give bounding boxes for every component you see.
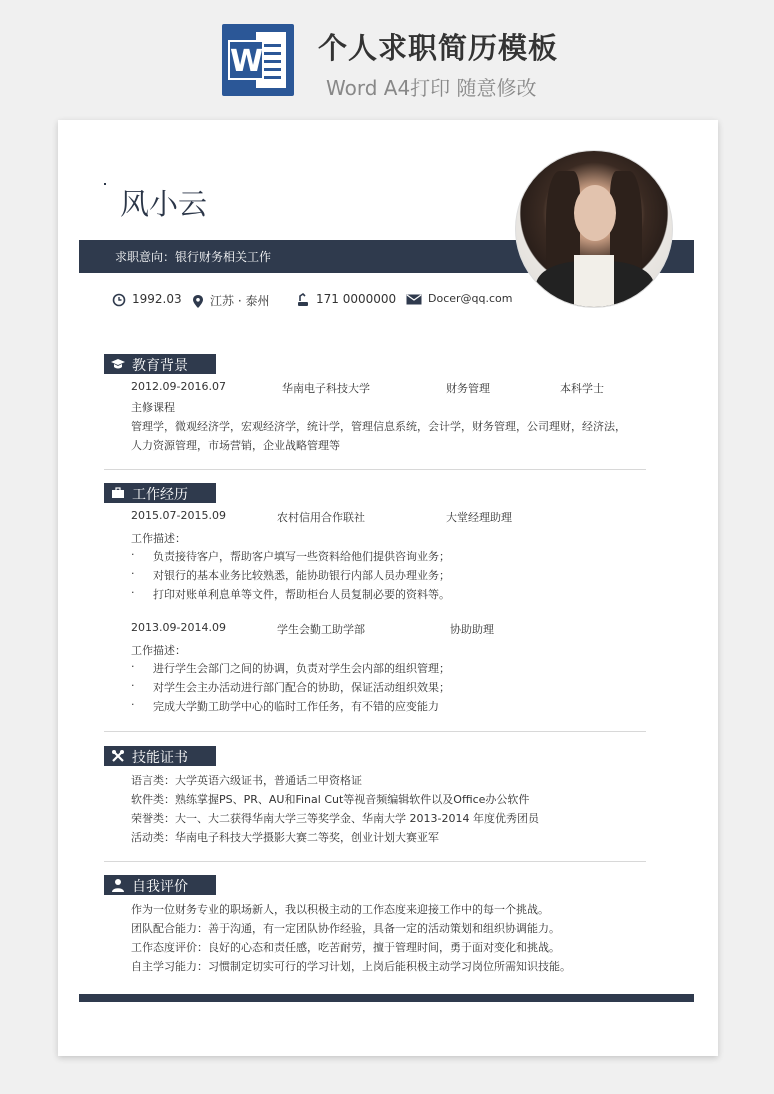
section-skills-heading: 技能证书 <box>104 746 216 766</box>
job2-period: 2013.09-2014.09 <box>131 621 226 634</box>
briefcase-icon <box>111 486 125 500</box>
contact-email: Docer@qq.com <box>406 292 513 305</box>
edu-courses-line2: 人力资源管理，市场营销，企业战略管理等 <box>131 439 340 452</box>
job1-item-1: 负责接待客户，帮助客户填写一些资料给他们提供咨询业务； <box>153 550 450 563</box>
job1-period: 2015.07-2015.09 <box>131 509 226 522</box>
job2-org: 学生会勤工助学部 <box>277 623 365 636</box>
job2-item-2: 对学生会主办活动进行部门配合的协助，保证活动组织效果； <box>153 681 450 694</box>
profile-photo <box>515 150 673 308</box>
section-education-heading: 教育背景 <box>104 354 216 374</box>
tools-icon <box>111 749 125 763</box>
contact-location: 江苏 · 泰州 <box>192 292 269 309</box>
skill-line-4: 活动类：华南电子科技大学摄影大赛二等奖，创业计划大赛亚军 <box>131 831 439 844</box>
edu-degree: 本科学士 <box>560 382 604 395</box>
graduation-cap-icon <box>111 357 125 371</box>
skill-line-1: 语言类：大学英语六级证书，普通话二甲资格证 <box>131 774 362 787</box>
banner-subtitle: Word A4打印 随意修改 <box>326 76 537 100</box>
skill-line-3: 荣誉类：大一、大二获得华南大学三等奖学金、华南大学 2013-2014 年度优秀团员 <box>131 812 539 825</box>
divider <box>104 861 646 862</box>
job1-item-3: 打印对账单利息单等文件，帮助柜台人员复制必要的资料等。 <box>153 588 450 601</box>
template-banner <box>0 0 774 118</box>
job-intent: 求职意向：银行财务相关工作 <box>115 250 272 264</box>
section-self-heading: 自我评价 <box>104 875 216 895</box>
self-line-3: 工作态度评价：良好的心态和责任感，吃苦耐劳，擅于管理时间，勇于面对变化和挑战。 <box>131 941 560 954</box>
contact-birth: 1992.03 <box>112 292 182 307</box>
contact-phone: 171 0000000 <box>296 292 396 307</box>
job2-role: 协助助理 <box>450 623 494 636</box>
job1-role: 大堂经理助理 <box>446 511 512 524</box>
job1-org: 农村信用合作联社 <box>277 511 365 524</box>
edu-major: 财务管理 <box>446 382 490 395</box>
self-line-2: 团队配合能力：善于沟通，有一定团队协作经验，具备一定的活动策划和组织协调能力。 <box>131 922 560 935</box>
job2-item-3: 完成大学勤工助学中心的临时工作任务，有不错的应变能力 <box>153 700 439 713</box>
footer-bar <box>79 994 694 1002</box>
mail-icon <box>406 294 422 305</box>
job1-item-2: 对银行的基本业务比较熟悉，能协助银行内部人员办理业务； <box>153 569 450 582</box>
edu-period: 2012.09-2016.07 <box>131 380 226 393</box>
job2-item-1: 进行学生会部门之间的协调，负责对学生会内部的组织管理； <box>153 662 450 675</box>
edu-school: 华南电子科技大学 <box>282 382 370 395</box>
clock-icon <box>112 293 126 307</box>
location-pin-icon <box>192 294 204 309</box>
edu-courses-label: 主修课程 <box>131 401 175 414</box>
section-work-heading: 工作经历 <box>104 483 216 503</box>
banner-title: 个人求职简历模板 <box>318 31 559 65</box>
divider <box>104 731 646 732</box>
job2-desc-label: 工作描述： <box>131 644 186 657</box>
phone-icon <box>296 293 310 307</box>
self-line-1: 作为一位财务专业的职场新人，我以积极主动的工作态度来迎接工作中的每一个挑战。 <box>131 903 549 916</box>
edu-courses-line1: 管理学，微观经济学，宏观经济学，统计学，管理信息系统，会计学，财务管理，公司理财，经济法， <box>131 420 626 433</box>
user-icon <box>111 878 125 892</box>
divider <box>104 469 646 470</box>
word-logo-icon: W <box>222 24 294 96</box>
skill-line-2: 软件类：熟练掌握PS、PR、AU和Final Cut等视音频编辑软件以及Office办公软件 <box>131 793 530 806</box>
resume-page: 风小云 求职意向：银行财务相关工作 1992.03 江苏 · 泰州 171 0000000 Docer@qq.com 教育背景 2012.09-2016.07 华南电子科技大学 财务管理 本科学士 主修课程 管理学，微观经济学，宏观经济学，统计学，管理信息系统，会计学，财务管理，公司理财，经济法， 人力资源管理，市场营销，企业战略管理等 工作经历 2015.07-2015.09 农村信用合作联社 大堂经理助理 工作描述： · 负责接待客户，帮助客户填写一些资料给他们提供咨询业务； · 对银行的基本业务比较熟悉，能协助银行内部人员办理业务； · 打印对账单利息单等文件，帮助柜台人员复制必要的资料等。 2013.09-2014.09 学生会勤工助学部 协助助理 工作描述： · 进行学生会部门之间的协调，负责对学生会内部的组织管理； · 对学生会主办活动进行部门配合的协助，保证活动组织效果； · 完成大学勤工助学中心的临时工作任务，有不错的应变能力 技能证书 语言类：大学英语六级证书，普通话二甲资格证 软件类：熟练掌握PS、PR、AU和Final Cut等视音频编辑软件以及Office办公软件 荣誉类：大一、大二获得华南大学三等奖学金、华南大学 2013-2014 年度优秀团员 活动类：华南电子科技大学摄影大赛二等奖，创业计划大赛亚军 自我评价 作为一位财务专业的职场新人，我以积极主动的工作态度来迎接工作中的每一个挑战。 团队配合能力：善于沟通，有一定团队协作经验，具备一定的活动策划和组织协调能力。 工作态度评价：良好的心态和责任感，吃苦耐劳，擅于管理时间，勇于面对变化和挑战。 自主学习能力：习惯制定切实可行的学习计划，上岗后能积极主动学习岗位所需知识技能。 <box>58 120 718 1056</box>
candidate-name: 风小云 <box>120 187 208 221</box>
job1-desc-label: 工作描述： <box>131 532 186 545</box>
self-line-4: 自主学习能力：习惯制定切实可行的学习计划，上岗后能积极主动学习岗位所需知识技能。 <box>131 960 571 973</box>
